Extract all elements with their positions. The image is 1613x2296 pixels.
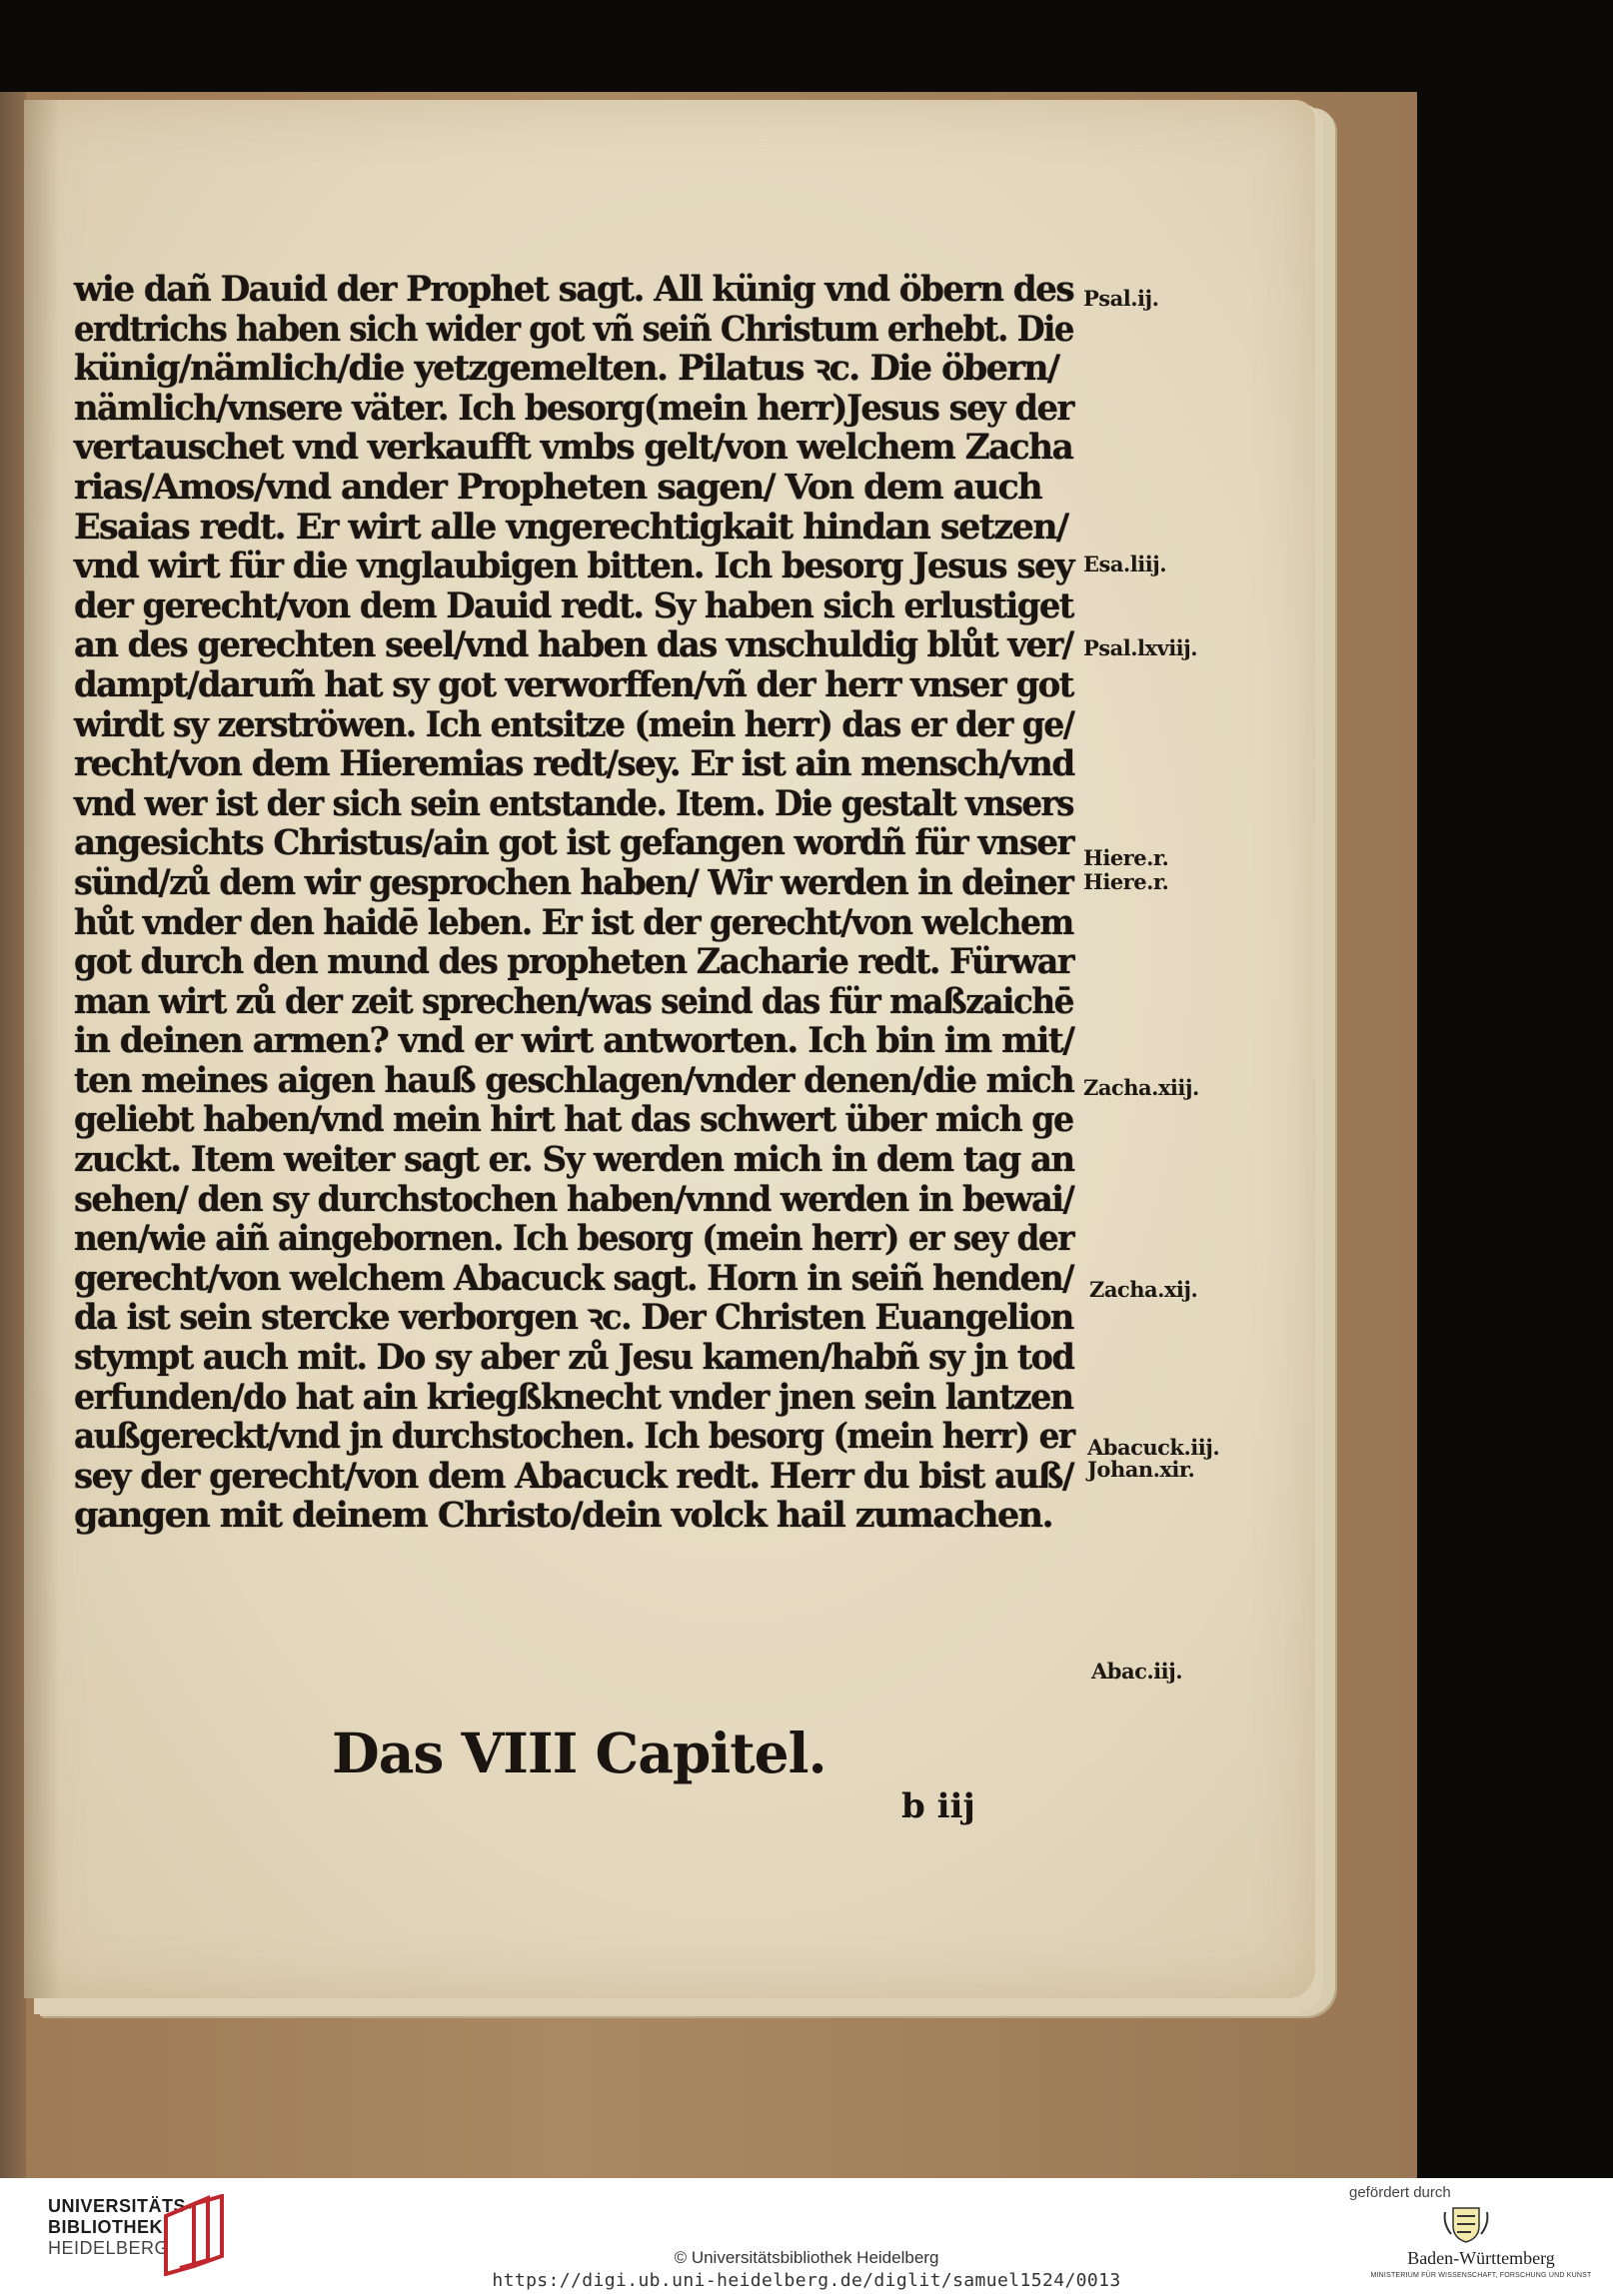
permalink-url[interactable]: https://digi.ub.uni-heidelberg.de/diglit/samuel1524/0013 xyxy=(492,2270,1121,2291)
text-line: nen/wie aiñ aingebornen. Ich besorg (mein herr) er sey der xyxy=(74,1218,1073,1260)
text-line: außgereckt/vnd jn durchstochen. Ich besorg (mein herr) er xyxy=(74,1416,1074,1458)
text-line: der gerecht/von dem Dauid redt. Sy haben sich erlustiget xyxy=(74,584,1073,626)
chapter-heading: Das VIII Capitel. xyxy=(332,1721,826,1785)
text-line: got durch den mund des propheten Zacharie redt. Fürwar xyxy=(74,941,1073,983)
text-line: sünd/zů dem wir gesprochen haben/ Wir werden in deiner xyxy=(74,861,1073,903)
text-line: erdtrichs haben sich wider got vñ seiñ Christum erhebt. Die xyxy=(74,308,1073,350)
text-line: vnd wirt für die vnglaubigen bitten. Ich besorg Jesus sey xyxy=(74,546,1073,587)
text-line: sey der gerecht/von dem Abacuck redt. Herr du bist auß/ xyxy=(74,1455,1073,1497)
text-line: wirdt sy zerströwen. Ich entsitze (mein herr) das er der ge/ xyxy=(74,703,1074,745)
text-line: in deinen armen? vnd er wirt antworten. Ich bin im mit/ xyxy=(74,1020,1074,1062)
text-line: nämlich/vnsere väter. Ich besorg(mein herr)Jesus sey der xyxy=(74,387,1073,429)
coat-of-arms-icon xyxy=(1441,2204,1491,2244)
copyright-notice: © Universitätsbibliothek Heidelberg xyxy=(674,2248,939,2267)
text-line: zuckt. Item weiter sagt er. Sy werden mich in dem tag an xyxy=(74,1139,1074,1181)
text-line: dampt/darum̃ hat sy got verworffen/vñ der herr vnser got xyxy=(74,663,1073,705)
marginal-note: Johan.xir. xyxy=(1087,1457,1195,1482)
marginal-note: Psal.ij. xyxy=(1083,286,1159,311)
text-line: stympt auch mit. Do sy aber zů Jesu kamen/habñ sy jn tod xyxy=(74,1337,1074,1379)
text-line: geliebt haben/vnd mein hirt hat das schwert über mich ge xyxy=(74,1099,1073,1141)
library-name-line: UNIVERSITÄTS- xyxy=(48,2196,193,2216)
text-line: man wirt zů der zeit sprechen/was seind das für maßzaichē xyxy=(74,980,1073,1022)
text-line: hůt vnder den haidē leben. Er ist der gerecht/von welchem xyxy=(74,901,1073,943)
marginal-note: Zacha.xij. xyxy=(1089,1277,1198,1302)
funded-by-label: gefördert durch xyxy=(1349,2184,1451,2201)
marginal-note: Hiere.r. xyxy=(1083,845,1169,870)
text-line: künig/nämlich/die yetzgemelten. Pilatus ꝛc. Die öbern/ xyxy=(73,348,1059,390)
marginal-note: Esa.liij. xyxy=(1083,552,1167,576)
funder-ministry: MINISTERIUM FÜR WISSENSCHAFT, FORSCHUNG UND KUNST xyxy=(1370,2272,1592,2279)
marginal-note: Hiere.r. xyxy=(1083,869,1169,894)
library-name-line: HEIDELBERG xyxy=(48,2238,170,2258)
text-line: vnd wer ist der sich sein entstande. Item. Die gestalt vnsers xyxy=(74,782,1073,824)
text-line: vertauschet vnd verkaufft vmbs gelt/von welchem Zacha xyxy=(74,427,1073,469)
text-line: Esaias redt. Er wirt alle vngerechtigkait hindan setzen/ xyxy=(73,506,1068,548)
text-line: recht/von dem Hieremias redt/sey. Er ist ain mensch/vnd xyxy=(74,743,1074,785)
funder-name: Baden-Württemberg xyxy=(1407,2248,1555,2268)
marginal-note: Abac.iij. xyxy=(1091,1659,1183,1684)
marginal-note: Zacha.xiij. xyxy=(1083,1075,1199,1100)
book-spine-edge xyxy=(0,92,26,2178)
body-text xyxy=(74,270,1073,1536)
text-line: an des gerechten seel/vnd haben das vnschuldig blůt ver/ xyxy=(74,624,1073,666)
text-line: da ist sein stercke verborgen ꝛc. Der Christen Euangelion xyxy=(74,1297,1073,1339)
text-line: gangen mit deinem Christo/dein volck hail zumachen. xyxy=(74,1495,1053,1537)
text-line: erfunden/do hat ain kriegßknecht vnder jnen sein lantzen xyxy=(74,1376,1073,1418)
text-line: rias/Amos/vnd ander Propheten sagen/ Von dem auch xyxy=(74,466,1042,508)
marginal-note: Psal.lxviij. xyxy=(1083,635,1198,660)
text-line: wie dañ Dauid der Prophet sagt. All künig vnd öbern des xyxy=(74,269,1074,310)
library-name-line: BIBLIOTHEK xyxy=(48,2217,163,2237)
text-line: sehen/ den sy durchstochen haben/vnnd werden in bewai/ xyxy=(74,1178,1074,1220)
text-line: ten meines aigen hauß geschlagen/vnder denen/die mich xyxy=(74,1059,1074,1101)
text-line: gerecht/von welchem Abacuck sagt. Horn in seiñ henden/ xyxy=(74,1257,1073,1299)
marginal-note: Abacuck.iij. xyxy=(1087,1435,1220,1460)
text-line: angesichts Christus/ain got ist gefangen wordñ für vnser xyxy=(74,822,1073,864)
signature-mark: b iij xyxy=(901,1786,975,1826)
page-gutter-shadow xyxy=(24,100,60,1998)
